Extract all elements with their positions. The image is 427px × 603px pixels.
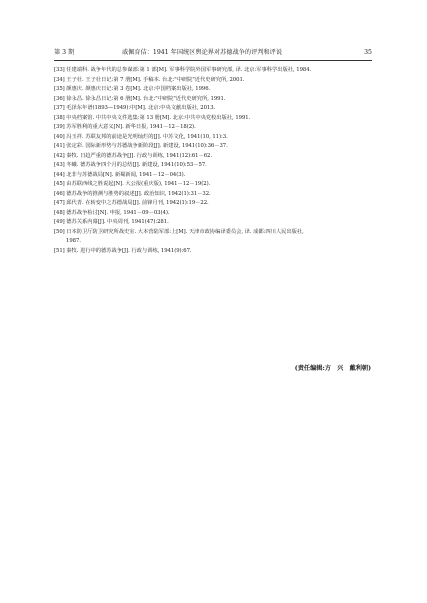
reference-text: [44] 北非与苏德战局[N]. 新蜀新闻, 1941－12－04(3). [54,171,186,178]
header-rule [54,60,372,61]
reference-item [54,209,372,219]
reference-item [54,199,372,209]
reference-item [54,142,372,152]
reference-text: [41] 张定彩. 国际新形势与苏德战争新阶段[J]. 新建设, 1941(10):36－37. [54,143,228,149]
reference-item [54,161,372,171]
reference-text: [39] 苏军胜利的重大意义[N]. 新华日报, 1941－12－18(2). [54,124,196,130]
reference-item [54,66,372,76]
reference-text: [43] 冬曦. 德苏战争四个月的总结[J]. 新建设, 1941(10):53－57. [54,162,207,168]
reference-text: [40] 冯玉祥. 苏联友邦的前途是光明灿烂的[J]. 中苏文化, 1941(10, 11):3. [54,133,228,140]
reference-text-continuation: 1987. [66,238,81,244]
reference-item [54,133,372,143]
reference-text: [36] 徐永昌. 徐永昌日记:第 6 册[M]. 台北:"中研院"近代史研究所, 1991. [54,95,226,102]
reference-text: [47] 邱代青. 在转变中之苏德战局[J]. 前锋月刊, 1942(1):19－22. [54,200,209,206]
reference-item [54,152,372,162]
reference-text: [45] 由苏联西线之胜说起[N]. 大公报(重庆版), 1941－12－19(2). [54,181,211,187]
reference-text: [50] 日本防卫厅防卫研究所战史室. 大本营陆军部:上[M]. 天津市政协编译委员会, 译. 成都:四川人民出版社, [54,228,304,235]
reference-item [54,228,372,247]
reference-item [54,123,372,133]
reference-text: [34] 王子壮. 王子壮日记:第 7 册[M]. 手稿本. 台北:"中研院"近代史研究所, 2001. [54,76,245,83]
running-title: 戚佩育佶：1941 年国统区舆论界对苏德战争的评判和评说 [122,49,283,56]
reference-item [54,76,372,86]
reference-text: [37] 毛泽东年谱(1893—1949):中[M]. 北京:中央文献出版社, 2013. [54,105,216,111]
reference-text: [42] 秦牧. 日趋严重的德苏战争[J]. 行政与训练, 1941(12):61－62. [54,152,213,159]
reference-item [54,218,372,228]
reference-text: [38] 中央档案馆. 中共中央文件选集:第 13 册[M]. 北京:中共中央党校出版社, 1991. [54,114,251,121]
reference-text: [46] 德苏战争的推测与胜势的叙述[J]. 政治知识, 1942(1):31－32. [54,190,211,197]
reference-text: [51] 秦牧. 进行中的德苏战争[J]. 行政与训练, 1941(9):67. [54,247,192,254]
reference-text: [35] 颜惠庆. 颜惠庆日记:第 3 卷[M]. 北京:中国档案出版社, 1996. [54,86,211,92]
reference-item [54,114,372,124]
reference-item [54,171,372,181]
responsible-editors: (责任编辑:方 兴 戴利朝) [294,365,371,372]
reference-item [54,180,372,190]
reference-item [54,95,372,105]
reference-item [54,190,372,200]
reference-text: [48] 德苏战争检讨[N]. 申报, 1941－09－03(4). [54,209,170,216]
reference-item [54,247,372,257]
reference-text: [49] 德苏关系内幕[J]. 中央周刊, 1941(47):281. [54,219,169,225]
reference-item [54,104,372,114]
issue-label: 第 3 期 [54,49,75,56]
page-number: 35 [364,49,372,56]
reference-list [54,66,372,256]
reference-item [54,85,372,95]
reference-text: [33] 任建端科. 战争年代的总参谋部:第 1 部[M]. 军事科学院外国军事研究部, 译. 北京:军事科学出版社, 1984. [54,67,312,73]
running-header [54,47,372,59]
